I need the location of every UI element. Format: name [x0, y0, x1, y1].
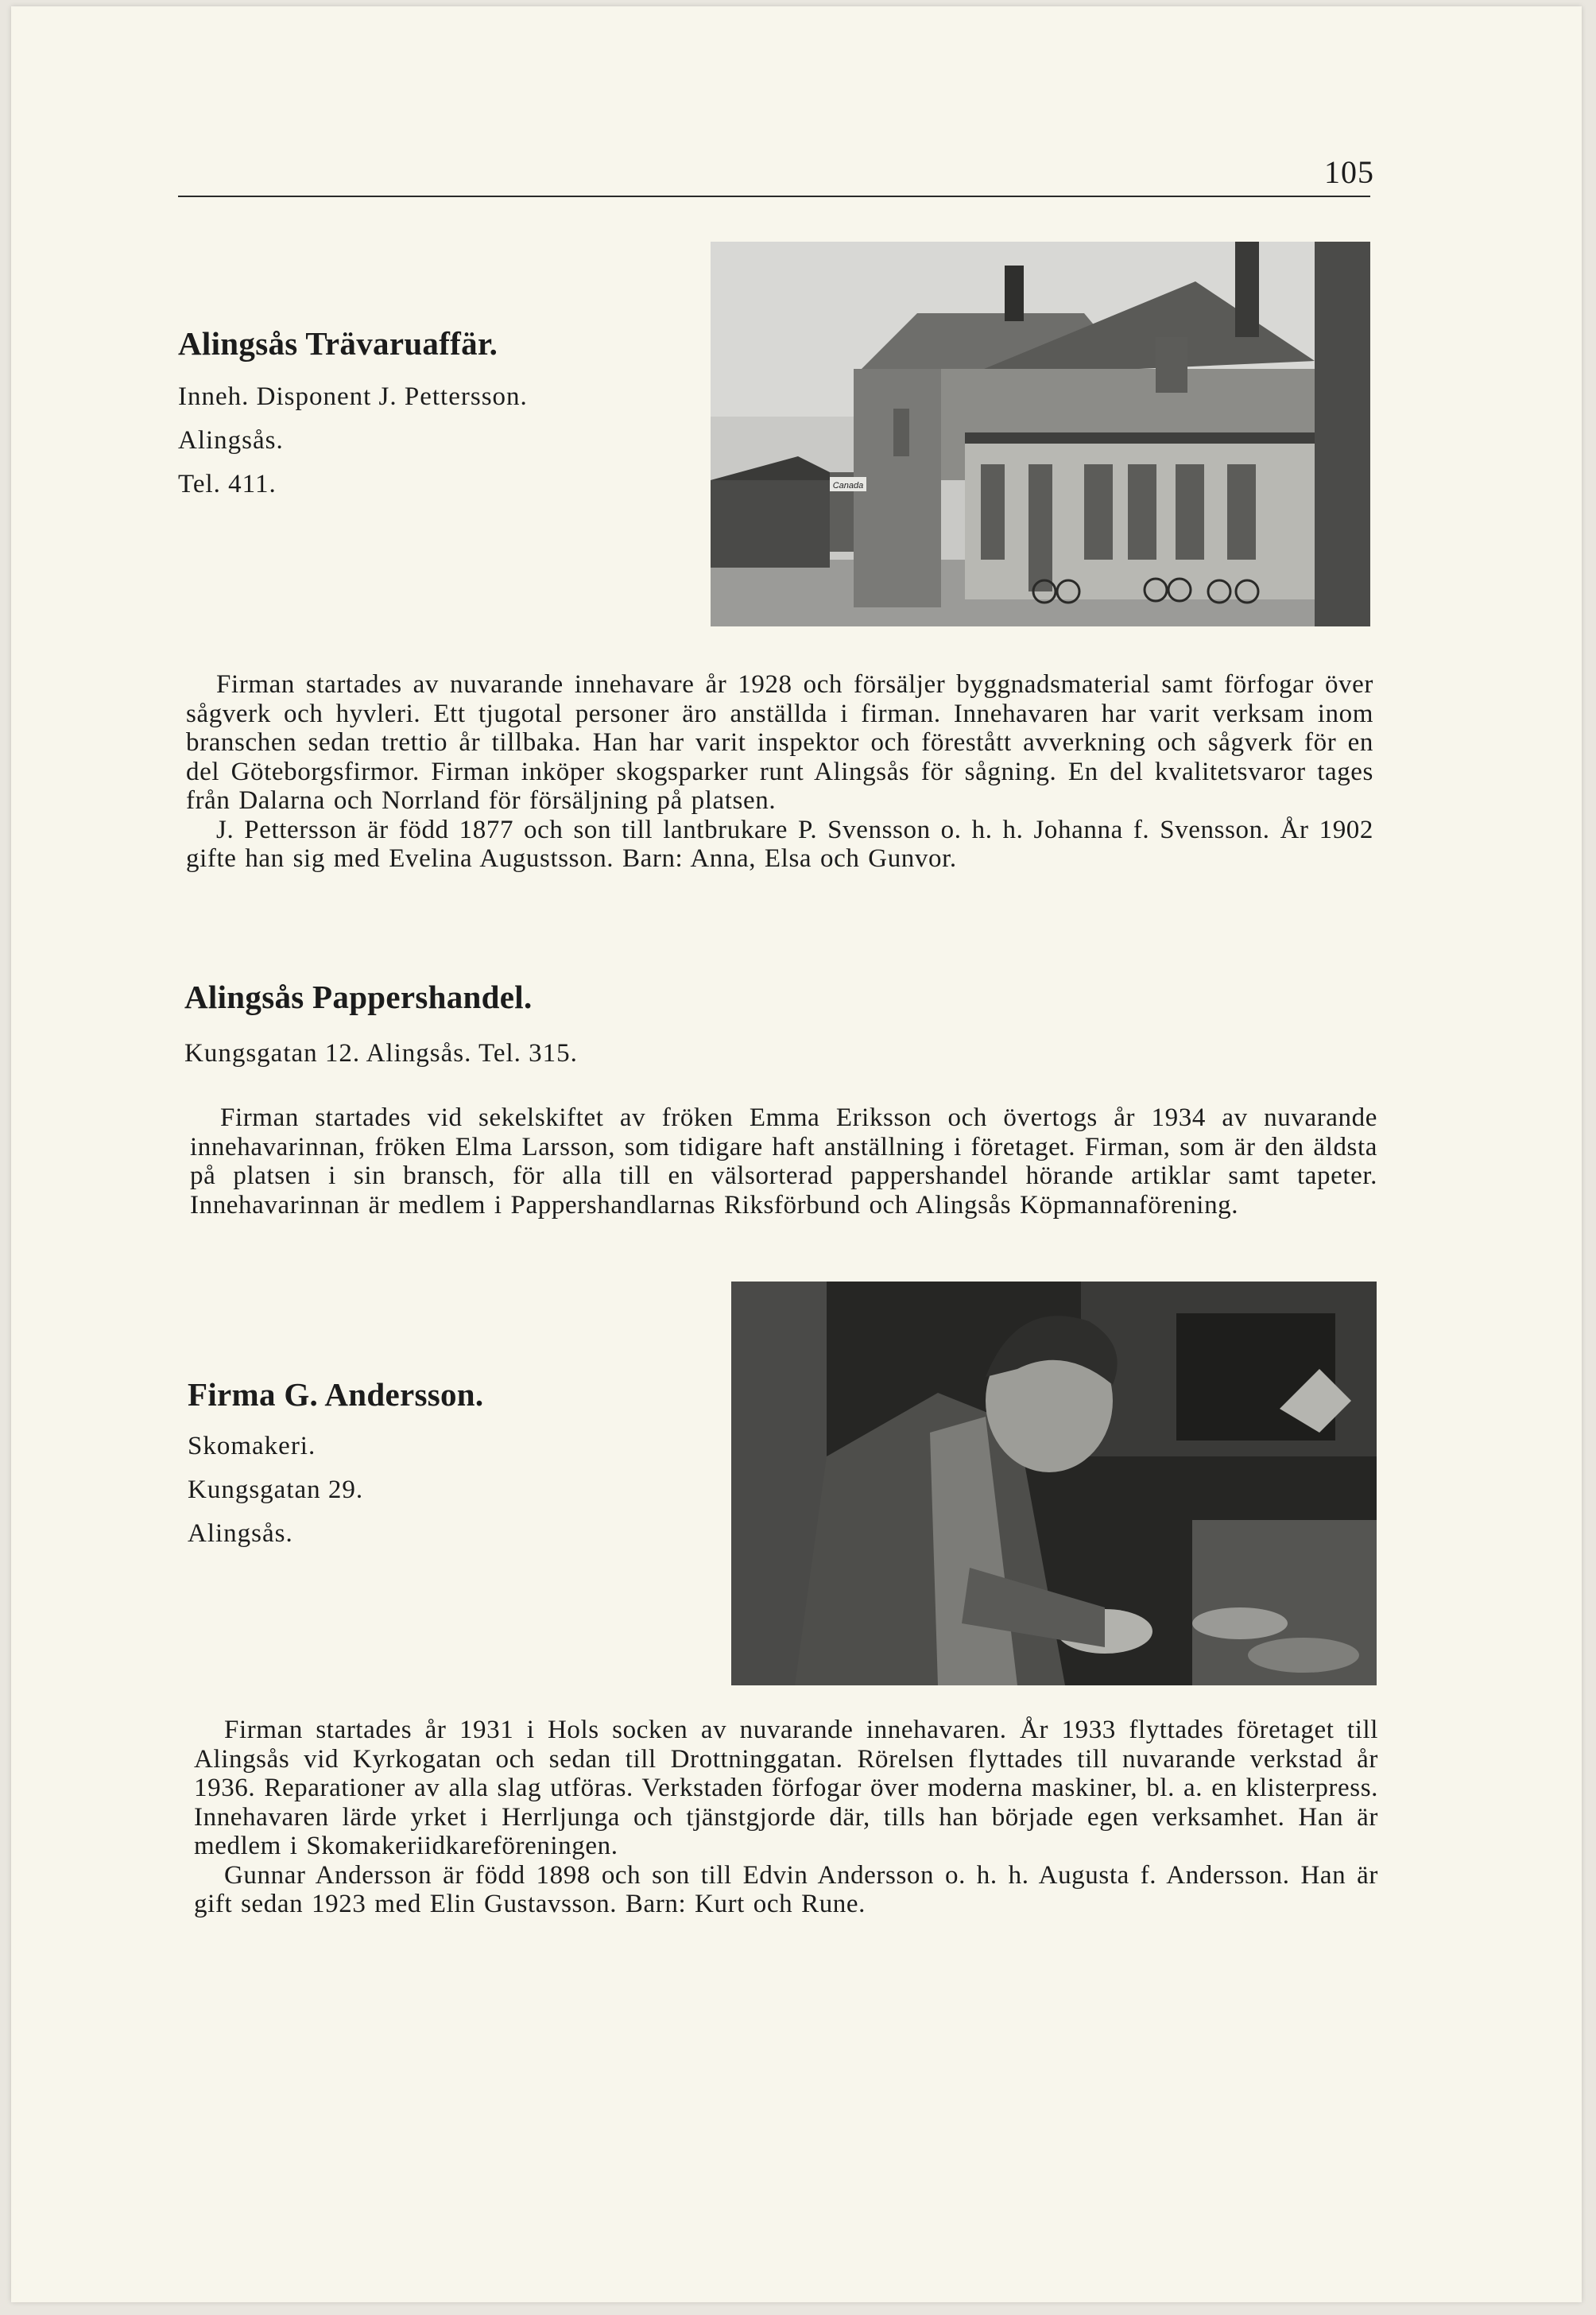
paragraph: Firman startades år 1931 i Hols socken av nuvarande innehavaren. År 1933 flyttades företaget till Alingsås vid Kyrkogatan och sedan till Drottninggatan. Rörelsen flyttades till nuvarande verkstad år 1936. Reparationer av alla slag utföras. Verkstaden förfogar över moderna maskiner, bl. a. en klisterpress. Innehavaren lärde yrket i Herrljunga och tjänstgjorde där, tills han började egen verksamhet. Han är medlem i Skomakeriidkareföreningen. [194, 1716, 1378, 1860]
shop-sign: Canada [832, 481, 864, 491]
section-body-travaruaffar [186, 670, 1373, 874]
shoemaker-photo [731, 1282, 1377, 1685]
paragraph: J. Pettersson är född 1877 och son till lantbrukare P. Svensson o. h. h. Johanna f. Svensson. År 1902 gifte han sig med Evelina Augustsson. Barn: Anna, Elsa och Gunvor. [186, 815, 1373, 873]
paragraph: Firman startades vid sekelskiftet av fröken Emma Eriksson och övertogs år 1934 av nuvarande innehavarinnan, fröken Elma Larsson, som tidigare haft anställning i företaget. Firman, som är den äldsta på platsen i sin bransch, för alla till en välsorterad pappershandel hörande artiklar samt tapeter. Innehavarinnan är medlem i Pappershandlarnas Riksförbund och Alingsås Köpmannaförening. [190, 1103, 1377, 1220]
shoemaker-illustration [731, 1282, 1377, 1685]
info-line: Kungsgatan 12. Alingsås. Tel. 315. [184, 1039, 578, 1068]
section-title-travaruaffar: Alingsås Trävaruaffär. [178, 325, 498, 362]
building-illustration [711, 242, 1370, 626]
page [11, 6, 1582, 2302]
building-photo [711, 242, 1370, 626]
section-body-andersson [194, 1716, 1378, 1919]
info-line: Alingsås. [178, 426, 284, 455]
info-line: Alingsås. [188, 1519, 293, 1548]
section-body-pappershandel [190, 1103, 1377, 1220]
paragraph: Firman startades av nuvarande innehavare år 1928 och försäljer byggnadsmaterial samt förfogar över sågverk och hyvleri. Ett tjugotal personer äro anställda i firman. Innehavaren har varit verksam inom branschen sedan trettio år tillbaka. Han har varit inspektor och förestått avverkning och sågverk för en del Göteborgsfirmor. Firman inköper skogsparker runt Alingsås för sågning. En del kvalitetsvaror tages från Dalarna och Norrland för försäljning på platsen. [186, 670, 1373, 815]
section-info-andersson [188, 1425, 363, 1556]
paragraph: Gunnar Andersson är född 1898 och son till Edvin Andersson o. h. h. Augusta f. Andersson. Han är gift sedan 1923 med Elin Gustavsson. Barn: Kurt och Rune. [194, 1860, 1378, 1918]
info-line: Inneh. Disponent J. Pettersson. [178, 382, 528, 411]
header-rule [178, 196, 1370, 197]
section-title-pappershandel: Alingsås Pappershandel. [184, 979, 533, 1015]
info-line: Kungsgatan 29. [188, 1475, 364, 1504]
page-number: 105 [1324, 154, 1374, 190]
info-line: Tel. 411. [178, 470, 277, 498]
info-line: Skomakeri. [188, 1432, 316, 1460]
section-info-travaruaffar [178, 375, 528, 506]
section-info-pappershandel [184, 1032, 578, 1076]
section-title-andersson: Firma G. Andersson. [188, 1376, 484, 1413]
